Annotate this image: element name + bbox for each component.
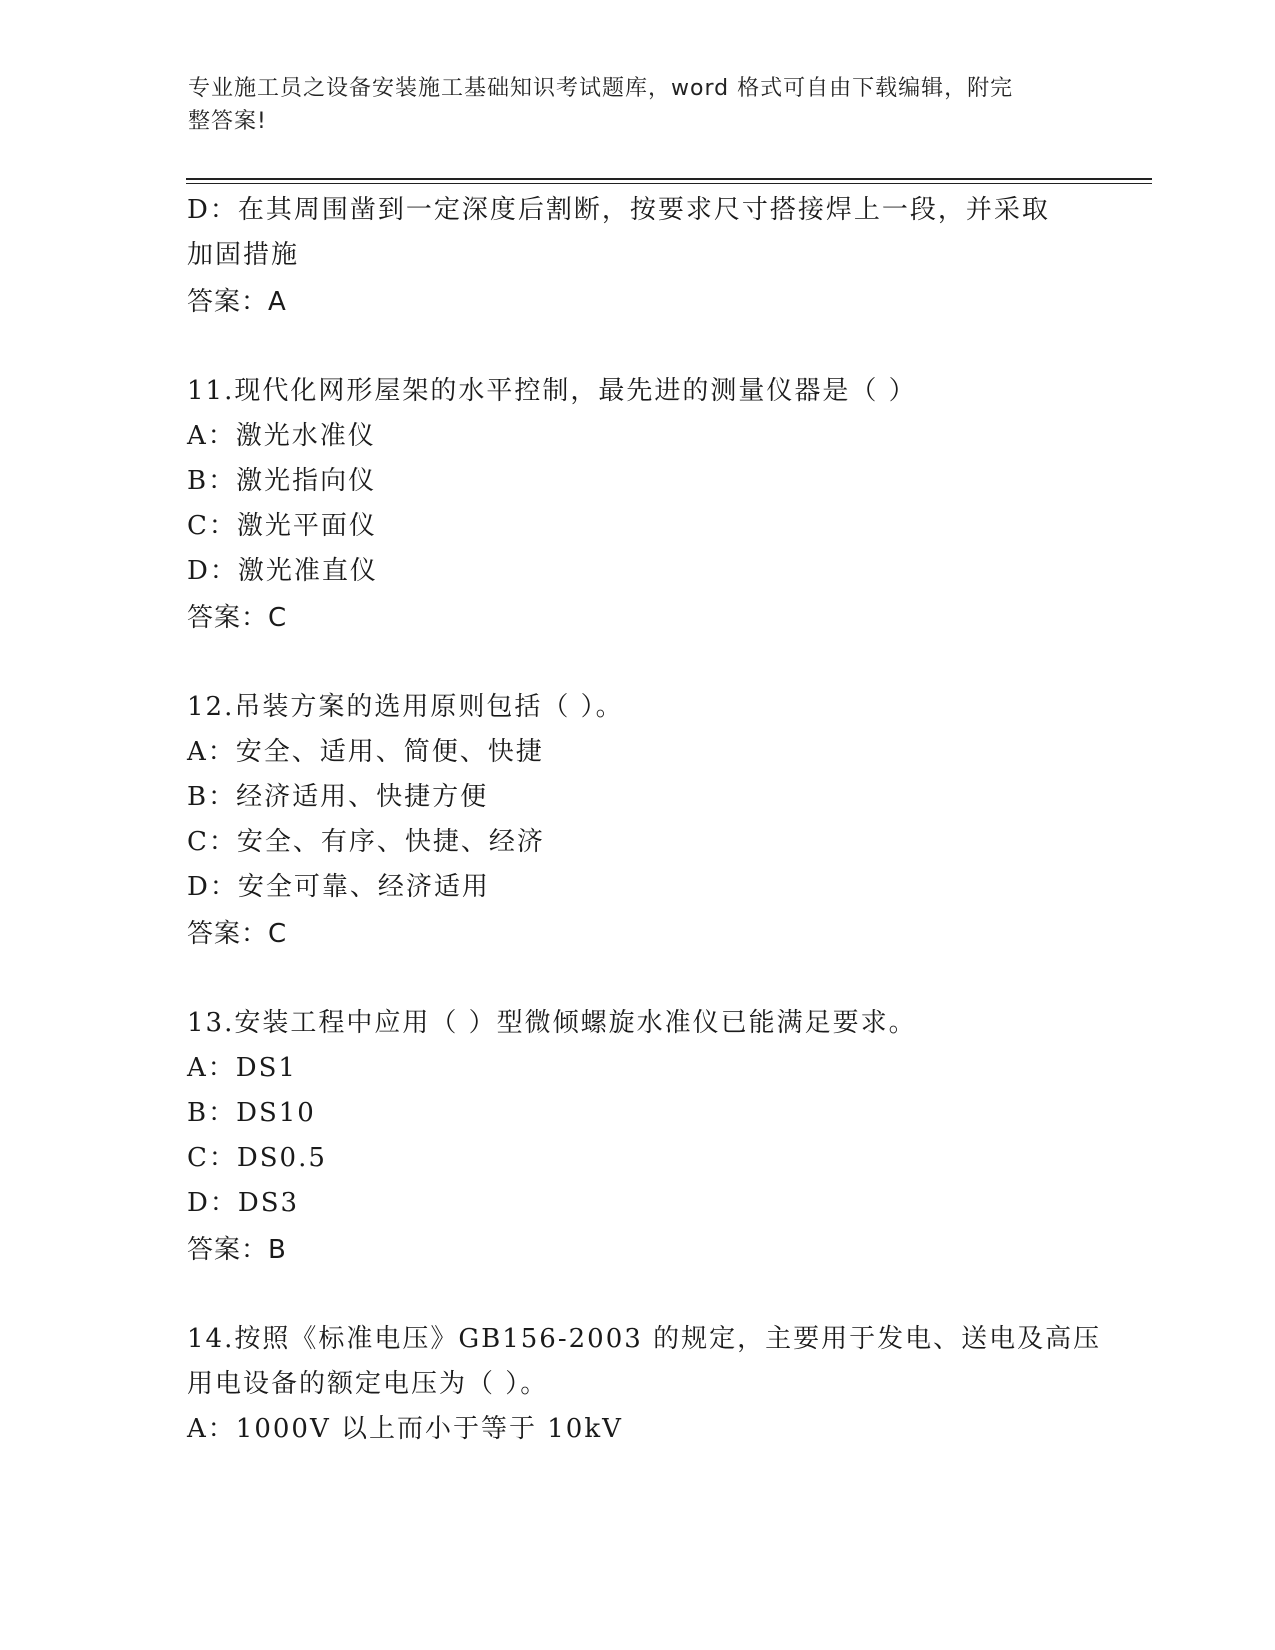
option-a: A：激光水准仪 — [187, 421, 376, 451]
spacer — [187, 955, 1087, 1001]
header-rule-thin — [186, 183, 1152, 184]
option-d: D：DS3 — [187, 1188, 300, 1218]
question-stem: 12.吊装方案的选用原则包括（ ）。 — [187, 692, 624, 722]
question-10-fragment — [187, 188, 1087, 323]
question-stem: 14.按照《标准电压》GB156-2003 的规定，主要用于发电、送电及高压 — [187, 1324, 1102, 1354]
spacer — [187, 639, 1087, 685]
option-d: D：安全可靠、经济适用 — [187, 872, 490, 902]
question-11 — [187, 369, 1087, 639]
option-d: D：在其周围凿到一定深度后割断，按要求尺寸搭接焊上一段，并采取 — [187, 195, 1050, 225]
option-d-continued: 加固措施 — [187, 240, 300, 270]
option-b: B：经济适用、快捷方便 — [187, 782, 489, 812]
answer: 答案：C — [187, 919, 288, 949]
spacer — [187, 323, 1087, 369]
header-rule-thick — [186, 178, 1152, 180]
option-c: C：安全、有序、快捷、经济 — [187, 827, 545, 857]
option-b: B：DS10 — [187, 1098, 316, 1128]
option-b: B：激光指向仪 — [187, 466, 377, 496]
question-stem: 13.安装工程中应用（ ）型微倾螺旋水准仪已能满足要求。 — [187, 1008, 917, 1038]
question-content — [187, 188, 1102, 1452]
question-12 — [187, 685, 1087, 955]
option-c: C：激光平面仪 — [187, 511, 377, 541]
option-d: D：激光准直仪 — [187, 556, 378, 586]
spacer — [187, 1271, 1087, 1317]
question-14 — [187, 1317, 1102, 1452]
answer: 答案：C — [187, 603, 288, 633]
question-stem: 11.现代化网形屋架的水平控制，最先进的测量仪器是（ ） — [187, 376, 917, 406]
header-line-2: 整答案! — [188, 109, 267, 134]
question-13 — [187, 1001, 1087, 1271]
option-a: A：DS1 — [187, 1053, 297, 1083]
document-header — [188, 72, 1078, 138]
question-stem-continued: 用电设备的额定电压为（ ）。 — [187, 1369, 549, 1399]
option-a: A：1000V 以上而小于等于 10kV — [187, 1414, 623, 1444]
answer: 答案：A — [187, 287, 287, 317]
option-c: C：DS0.5 — [187, 1143, 327, 1173]
header-line-1: 专业施工员之设备安装施工基础知识考试题库，word 格式可自由下载编辑，附完 — [188, 76, 1014, 101]
answer: 答案：B — [187, 1235, 287, 1265]
option-a: A：安全、适用、简便、快捷 — [187, 737, 544, 767]
